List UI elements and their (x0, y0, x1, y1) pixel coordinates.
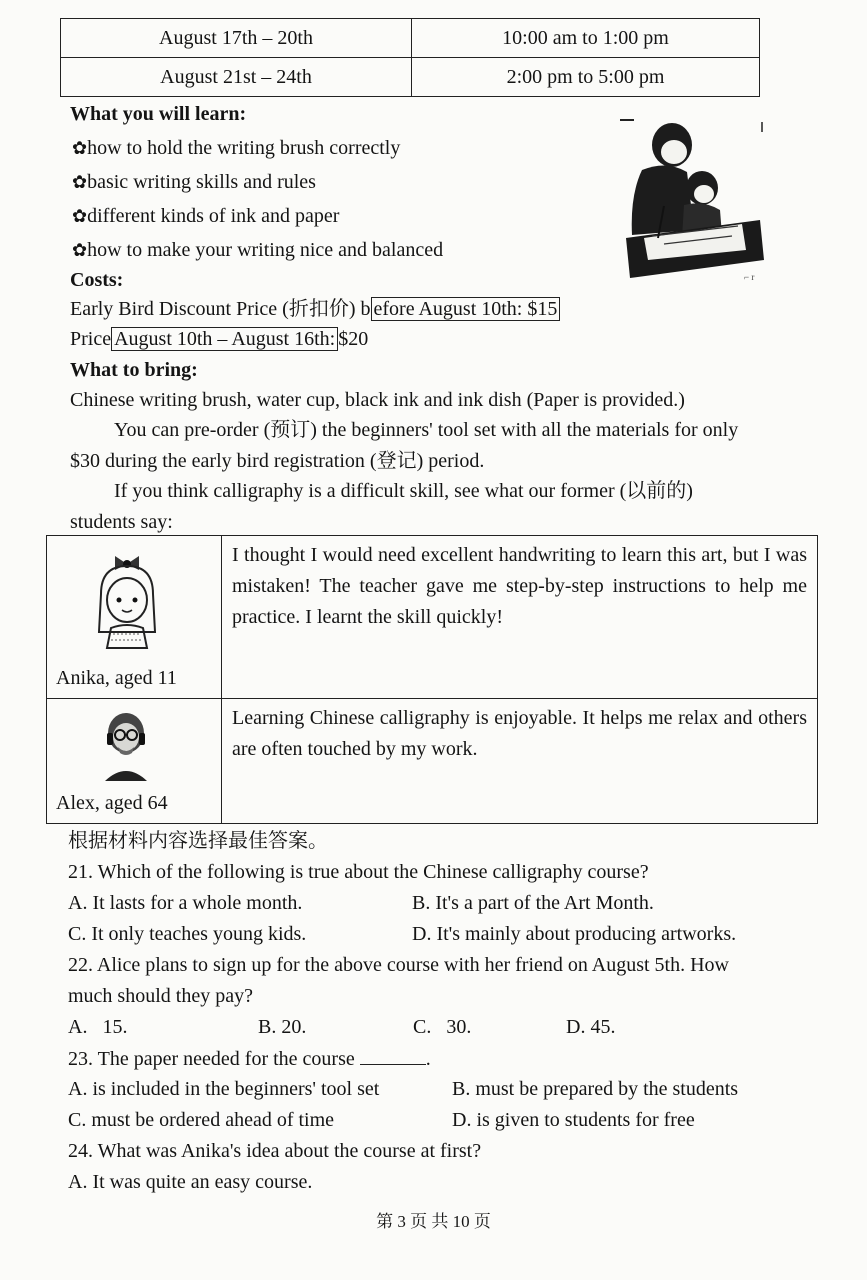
question-23-text: 23. The paper needed for the course (68, 1048, 355, 1070)
former-students-line-1: If you think calligraphy is a difficult skill, see what our former (以前的) (114, 480, 693, 502)
schedule-row (61, 19, 760, 58)
flower-bullet-icon: ✿ (72, 172, 88, 192)
option-21-b[interactable]: B. It's a part of the Art Month. (412, 892, 654, 914)
question-22-stem-1: 22. Alice plans to sign up for the above course with her friend on August 5th. How (68, 954, 729, 976)
learn-item (72, 136, 400, 160)
testimonial-text: I thought I would need excellent handwriting to learn this art, but I was mistaken! The teacher gave me step-by-step instructions to help me practice. I learnt the skill quickly! (222, 536, 818, 699)
option-23-d[interactable]: D. is given to students for free (452, 1109, 695, 1131)
schedule-time: 10:00 am to 1:00 pm (412, 19, 760, 58)
option-24-a[interactable]: A. It was quite an easy course. (68, 1171, 313, 1193)
option-22-a[interactable]: A. 15. (68, 1016, 128, 1038)
bring-line: Chinese writing brush, water cup, black ink and ink dish (Paper is provided.) (70, 389, 685, 411)
testimonial-person (47, 699, 222, 824)
testimonial-name: Anika, aged 11 (56, 667, 177, 689)
elderly-man-avatar-icon (91, 705, 161, 785)
answer-blank (360, 1046, 426, 1065)
option-22-c[interactable]: C. 30. (413, 1016, 472, 1038)
flower-bullet-icon: ✿ (72, 240, 88, 260)
question-22-stem-2: much should they pay? (68, 985, 253, 1007)
bring-heading: What to bring: (70, 359, 198, 381)
former-students-line-2: students say: (70, 511, 173, 533)
learn-heading: What you will learn: (70, 103, 247, 125)
option-21-c[interactable]: C. It only teaches young kids. (68, 923, 307, 945)
price-value: $20 (338, 328, 369, 350)
option-23-c[interactable]: C. must be ordered ahead of time (68, 1109, 335, 1131)
testimonial-text: Learning Chinese calligraphy is enjoyable. It helps me relax and others are often touched by my work. (222, 699, 818, 824)
question-24-stem: 24. What was Anika's idea about the course at first? (68, 1140, 482, 1162)
testimonials-table (46, 535, 818, 824)
testimonial-person (47, 536, 222, 699)
price-boxed: August 10th – August 16th: (111, 327, 338, 351)
option-23-b[interactable]: B. must be prepared by the students (452, 1078, 739, 1100)
early-bird-price (70, 297, 560, 321)
early-bird-boxed: efore August 10th: $15 (371, 297, 561, 321)
learn-item-text: how to hold the writing brush correctly (87, 137, 401, 159)
schedule-table (60, 18, 760, 97)
learn-item-text: how to make your writing nice and balanced (87, 239, 444, 261)
question-21-stem: 21. Which of the following is true about the Chinese calligraphy course? (68, 861, 649, 883)
option-21-a[interactable]: A. It lasts for a whole month. (68, 892, 303, 914)
instructions: 根据材料内容选择最佳答案。 (68, 830, 328, 852)
preorder-line-2: $30 during the early bird registration (登记) period. (70, 450, 485, 472)
flower-bullet-icon: ✿ (72, 138, 88, 158)
testimonial-name: Alex, aged 64 (56, 792, 168, 814)
regular-price (70, 327, 368, 351)
option-23-a[interactable]: A. is included in the beginners' tool set (68, 1078, 380, 1100)
preorder-line-1: You can pre-order (预订) the beginners' tool set with all the materials for only (114, 419, 739, 441)
option-22-b[interactable]: B. 20. (258, 1016, 307, 1038)
learn-item (72, 170, 316, 194)
page-footer: 第 3 页 共 10 页 (376, 1212, 491, 1231)
option-21-d[interactable]: D. It's mainly about producing artworks. (412, 923, 737, 945)
schedule-dates: August 21st – 24th (61, 58, 412, 97)
learn-item (72, 238, 443, 262)
price-label: Price (70, 328, 112, 350)
question-23-stem (68, 1046, 431, 1071)
schedule-dates: August 17th – 20th (61, 19, 412, 58)
option-22-d[interactable]: D. 45. (566, 1016, 616, 1038)
costs-heading: Costs: (70, 269, 124, 291)
schedule-time: 2:00 pm to 5:00 pm (412, 58, 760, 97)
learn-item-text: basic writing skills and rules (87, 171, 316, 193)
learn-item-text: different kinds of ink and paper (87, 205, 340, 227)
calligraphy-illustration (612, 110, 772, 285)
svg-text:⌐ r: ⌐ r (744, 272, 755, 282)
schedule-row (61, 58, 760, 97)
testimonial-row (47, 536, 818, 699)
early-bird-label: Early Bird Discount Price (折扣价) b (70, 298, 371, 320)
girl-avatar-icon (87, 544, 167, 654)
testimonial-row (47, 699, 818, 824)
learn-item (72, 204, 339, 228)
question-23-period: . (425, 1048, 431, 1070)
flower-bullet-icon: ✿ (72, 206, 88, 226)
